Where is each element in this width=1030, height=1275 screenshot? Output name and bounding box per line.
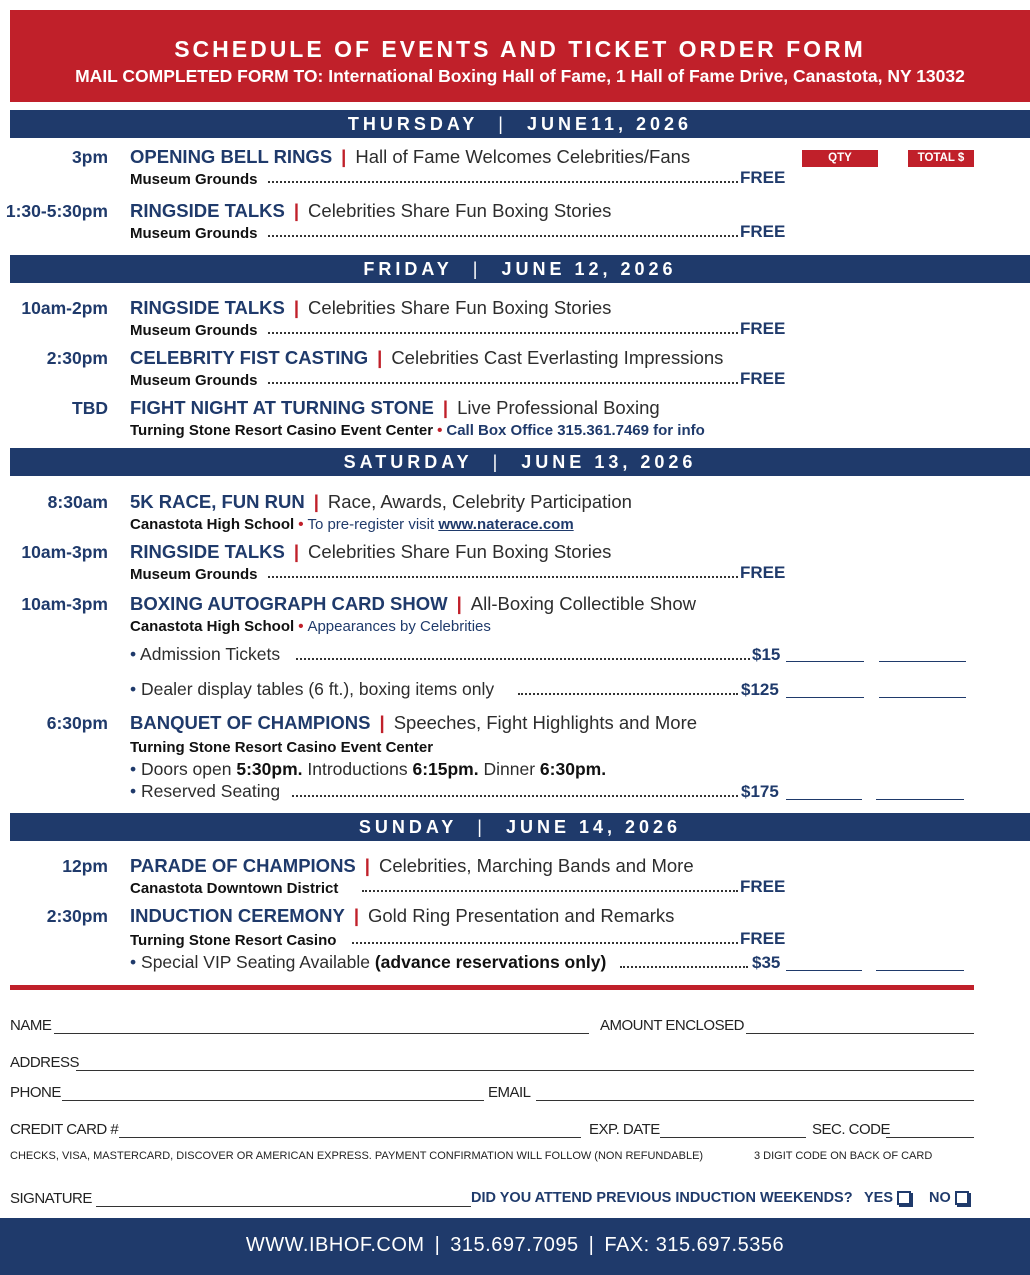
venue-name: Canastota High School (130, 516, 295, 533)
separator: | (341, 146, 347, 167)
amount-label: AMOUNT ENCLOSED (600, 1017, 744, 1034)
dot-leader (268, 576, 738, 578)
event-name: BOXING AUTOGRAPH CARD SHOW (130, 593, 448, 614)
event-time: 2:30pm (46, 906, 108, 926)
bullet: • (130, 781, 137, 801)
separator: | (293, 200, 300, 221)
bullet: • (130, 759, 137, 779)
day-date: JUNE 13, 2026 (521, 452, 697, 472)
ticket-line-item (130, 679, 494, 700)
event-title (130, 541, 611, 563)
separator: | (472, 259, 482, 279)
separator: | (442, 397, 449, 418)
day-band-sunday (10, 813, 1030, 841)
event-title (130, 146, 690, 168)
event-price: FREE (740, 369, 786, 388)
event-venue: Turning Stone Resort Casino Event Center (130, 739, 434, 756)
day-band-friday (10, 255, 1030, 283)
bullet: • (437, 422, 443, 439)
event-venue (130, 422, 705, 439)
event-name: 5K RACE, FUN RUN (130, 491, 305, 512)
total-admission-input[interactable] (879, 660, 966, 662)
bullet: • (130, 679, 137, 699)
phone-number: 315.697.7095 (450, 1234, 579, 1256)
register-note: To pre-register visit (307, 516, 435, 533)
event-time: 2:30pm (46, 348, 108, 368)
event-price: FREE (740, 168, 786, 187)
event-description: Speeches, Fight Highlights and More (393, 712, 698, 733)
bullet: • (298, 516, 304, 533)
card-label: CREDIT CARD # (10, 1121, 119, 1138)
event-description: Race, Awards, Celebrity Participation (327, 491, 632, 512)
name-label: NAME (10, 1017, 52, 1034)
day-band-saturday (10, 448, 1030, 476)
item-price: $35 (752, 953, 781, 972)
exp-label: EXP. DATE (589, 1121, 660, 1138)
event-title (130, 593, 696, 615)
item-note: (advance reservations only) (374, 952, 607, 972)
separator: | (379, 712, 385, 733)
dot-leader (268, 235, 738, 237)
yes-option[interactable] (864, 1190, 911, 1206)
event-name: RINGSIDE TALKS (130, 297, 285, 318)
event-title (130, 297, 611, 319)
event-description: Celebrities Share Fun Boxing Stories (308, 541, 612, 562)
separator: | (492, 452, 502, 472)
day-name: SATURDAY (343, 452, 473, 472)
event-time: 12pm (62, 856, 108, 876)
separator: | (364, 855, 370, 876)
event-time: 3pm (72, 147, 108, 167)
bullet: • (298, 618, 304, 635)
event-description: All-Boxing Collectible Show (470, 593, 696, 614)
no-label: NO (929, 1190, 951, 1206)
total-vip-input[interactable] (876, 969, 964, 971)
event-name: RINGSIDE TALKS (130, 200, 285, 221)
event-venue: Museum Grounds (130, 171, 258, 188)
separator: | (456, 593, 462, 614)
item-label: Admission Tickets (140, 644, 281, 664)
event-title (130, 712, 697, 734)
day-name: FRIDAY (363, 259, 453, 279)
dot-leader (268, 181, 738, 183)
venue-name: Canastota High School (130, 618, 295, 635)
event-title (130, 491, 632, 513)
section-divider (10, 985, 974, 990)
event-price: FREE (740, 929, 786, 948)
doors-label: Doors open (141, 759, 232, 779)
item-price: $175 (741, 782, 779, 801)
event-venue: Turning Stone Resort Casino (130, 932, 337, 949)
dot-leader (620, 966, 748, 968)
footer-bar (0, 1218, 1030, 1275)
dot-leader (292, 795, 738, 797)
item-label: Reserved Seating (141, 781, 281, 801)
dot-leader (268, 382, 738, 384)
phone-input[interactable] (62, 1100, 484, 1101)
event-description: Celebrities Share Fun Boxing Stories (308, 297, 612, 318)
total-column-header: TOTAL $ (908, 150, 974, 167)
dinner-time: 6:30pm. (539, 759, 607, 779)
event-name: OPENING BELL RINGS (130, 146, 333, 167)
event-description: Celebrities, Marching Bands and More (378, 855, 694, 876)
separator: | (313, 491, 319, 512)
event-title (130, 397, 660, 419)
yes-checkbox[interactable] (897, 1191, 911, 1205)
phone-label: PHONE (10, 1084, 61, 1101)
no-option[interactable] (929, 1190, 969, 1206)
event-venue: Canastota Downtown District (130, 880, 339, 897)
payment-note: CHECKS, VISA, MASTERCARD, DISCOVER OR AMERICAN EXPRESS. PAYMENT CONFIRMATION WILL FOLLOW (NON REFUNDABLE) (10, 1150, 704, 1162)
page-title: SCHEDULE OF EVENTS AND TICKET ORDER FORM (174, 36, 866, 62)
address-label: ADDRESS (10, 1054, 80, 1071)
item-price: $15 (752, 645, 781, 664)
event-title (130, 905, 674, 927)
dot-leader (296, 658, 750, 660)
qty-column-header: QTY (802, 150, 878, 167)
event-venue (130, 618, 491, 635)
separator: | (498, 114, 507, 134)
event-description: Gold Ring Presentation and Remarks (368, 905, 675, 926)
ticket-line-item (130, 781, 280, 802)
event-venue: Museum Grounds (130, 566, 258, 583)
event-time: 1:30-5:30pm (5, 201, 108, 221)
ticket-line-item (130, 952, 606, 973)
signature-label: SIGNATURE (10, 1190, 92, 1207)
event-venue (130, 516, 574, 533)
event-time: 10am-3pm (21, 542, 108, 562)
mail-instructions: MAIL COMPLETED FORM TO: International Boxing Hall of Fame, 1 Hall of Fame Drive, Canastota, NY 13032 (75, 66, 965, 86)
amount-input[interactable] (746, 1033, 974, 1034)
event-title (130, 855, 694, 877)
event-title (130, 347, 723, 369)
separator: | (588, 1234, 595, 1256)
qty-vip-input[interactable] (786, 969, 862, 971)
total-dealer-input[interactable] (879, 696, 966, 698)
day-date: JUNE 12, 2026 (501, 259, 677, 279)
total-banquet-input[interactable] (876, 798, 964, 800)
item-price: $125 (741, 680, 779, 699)
exp-input[interactable] (660, 1137, 806, 1138)
qty-dealer-input[interactable] (786, 696, 864, 698)
event-name: RINGSIDE TALKS (130, 541, 285, 562)
name-input[interactable] (54, 1033, 589, 1034)
event-name: BANQUET OF CHAMPIONS (130, 712, 371, 733)
attend-question: DID YOU ATTEND PREVIOUS INDUCTION WEEKENDS? (471, 1190, 853, 1206)
dot-leader (362, 890, 738, 892)
separator: | (434, 1234, 441, 1256)
event-name: FIGHT NIGHT AT TURNING STONE (130, 397, 434, 418)
event-description: Hall of Fame Welcomes Celebrities/Fans (355, 146, 691, 167)
event-description: Celebrities Share Fun Boxing Stories (308, 200, 612, 221)
sec-code-note: 3 DIGIT CODE ON BACK OF CARD (754, 1150, 933, 1162)
event-price: FREE (740, 563, 786, 582)
dinner-label: Dinner (483, 759, 536, 779)
dot-leader (352, 942, 738, 944)
separator: | (377, 347, 383, 368)
doors-time: 5:30pm. (236, 759, 303, 779)
event-price: FREE (740, 222, 786, 241)
ticket-line-item (130, 644, 280, 665)
sec-input[interactable] (886, 1137, 974, 1138)
venue-name: Turning Stone Resort Casino Event Center (130, 422, 434, 439)
email-input[interactable] (536, 1100, 974, 1101)
item-label: Special VIP Seating Available (141, 952, 370, 972)
dot-leader (268, 332, 738, 334)
address-input[interactable] (76, 1070, 974, 1071)
event-name: INDUCTION CEREMONY (130, 905, 345, 926)
separator: | (293, 297, 300, 318)
day-name: SUNDAY (358, 817, 458, 837)
separator: | (293, 541, 300, 562)
banquet-schedule (130, 759, 606, 780)
intro-label: Introductions (307, 759, 408, 779)
header-banner (10, 10, 1030, 102)
no-checkbox[interactable] (955, 1191, 969, 1205)
naterace-link[interactable]: www.naterace.com (438, 516, 574, 533)
event-time: 8:30am (47, 492, 108, 512)
event-title (130, 200, 611, 222)
event-venue: Museum Grounds (130, 322, 258, 339)
bullet: • (130, 644, 137, 664)
event-time: TBD (72, 398, 108, 418)
event-time: 10am-3pm (21, 594, 108, 614)
box-office-info: Call Box Office 315.361.7469 for info (446, 422, 705, 439)
day-date: JUNE 14, 2026 (505, 817, 682, 837)
event-description: Live Professional Boxing (457, 397, 660, 418)
yes-label: YES (864, 1190, 894, 1206)
separator: | (477, 817, 486, 837)
qty-admission-input[interactable] (786, 660, 864, 662)
event-time: 6:30pm (46, 713, 108, 733)
event-price: FREE (740, 319, 786, 338)
event-venue: Museum Grounds (130, 225, 258, 242)
appearances-note: Appearances by Celebrities (307, 618, 491, 635)
bullet: • (130, 952, 137, 972)
dot-leader (518, 693, 738, 695)
event-venue: Museum Grounds (130, 372, 258, 389)
item-label: Dealer display tables (6 ft.), boxing items only (141, 679, 495, 699)
event-price: FREE (740, 877, 786, 896)
fax-number: FAX: 315.697.5356 (604, 1234, 785, 1256)
day-name: THURSDAY (347, 114, 479, 134)
event-time: 10am-2pm (21, 298, 108, 318)
email-label: EMAIL (488, 1084, 531, 1101)
website: WWW.IBHOF.COM (245, 1234, 425, 1256)
day-band-thursday (10, 110, 1030, 138)
signature-input[interactable] (96, 1206, 471, 1207)
event-name: CELEBRITY FIST CASTING (130, 347, 369, 368)
day-date: JUNE11, 2026 (526, 114, 693, 134)
card-input[interactable] (119, 1137, 581, 1138)
event-description: Celebrities Cast Everlasting Impressions (391, 347, 724, 368)
separator: | (353, 905, 359, 926)
sec-label: SEC. CODE (812, 1121, 891, 1138)
intro-time: 6:15pm. (412, 759, 479, 779)
event-name: PARADE OF CHAMPIONS (130, 855, 356, 876)
qty-banquet-input[interactable] (786, 798, 862, 800)
